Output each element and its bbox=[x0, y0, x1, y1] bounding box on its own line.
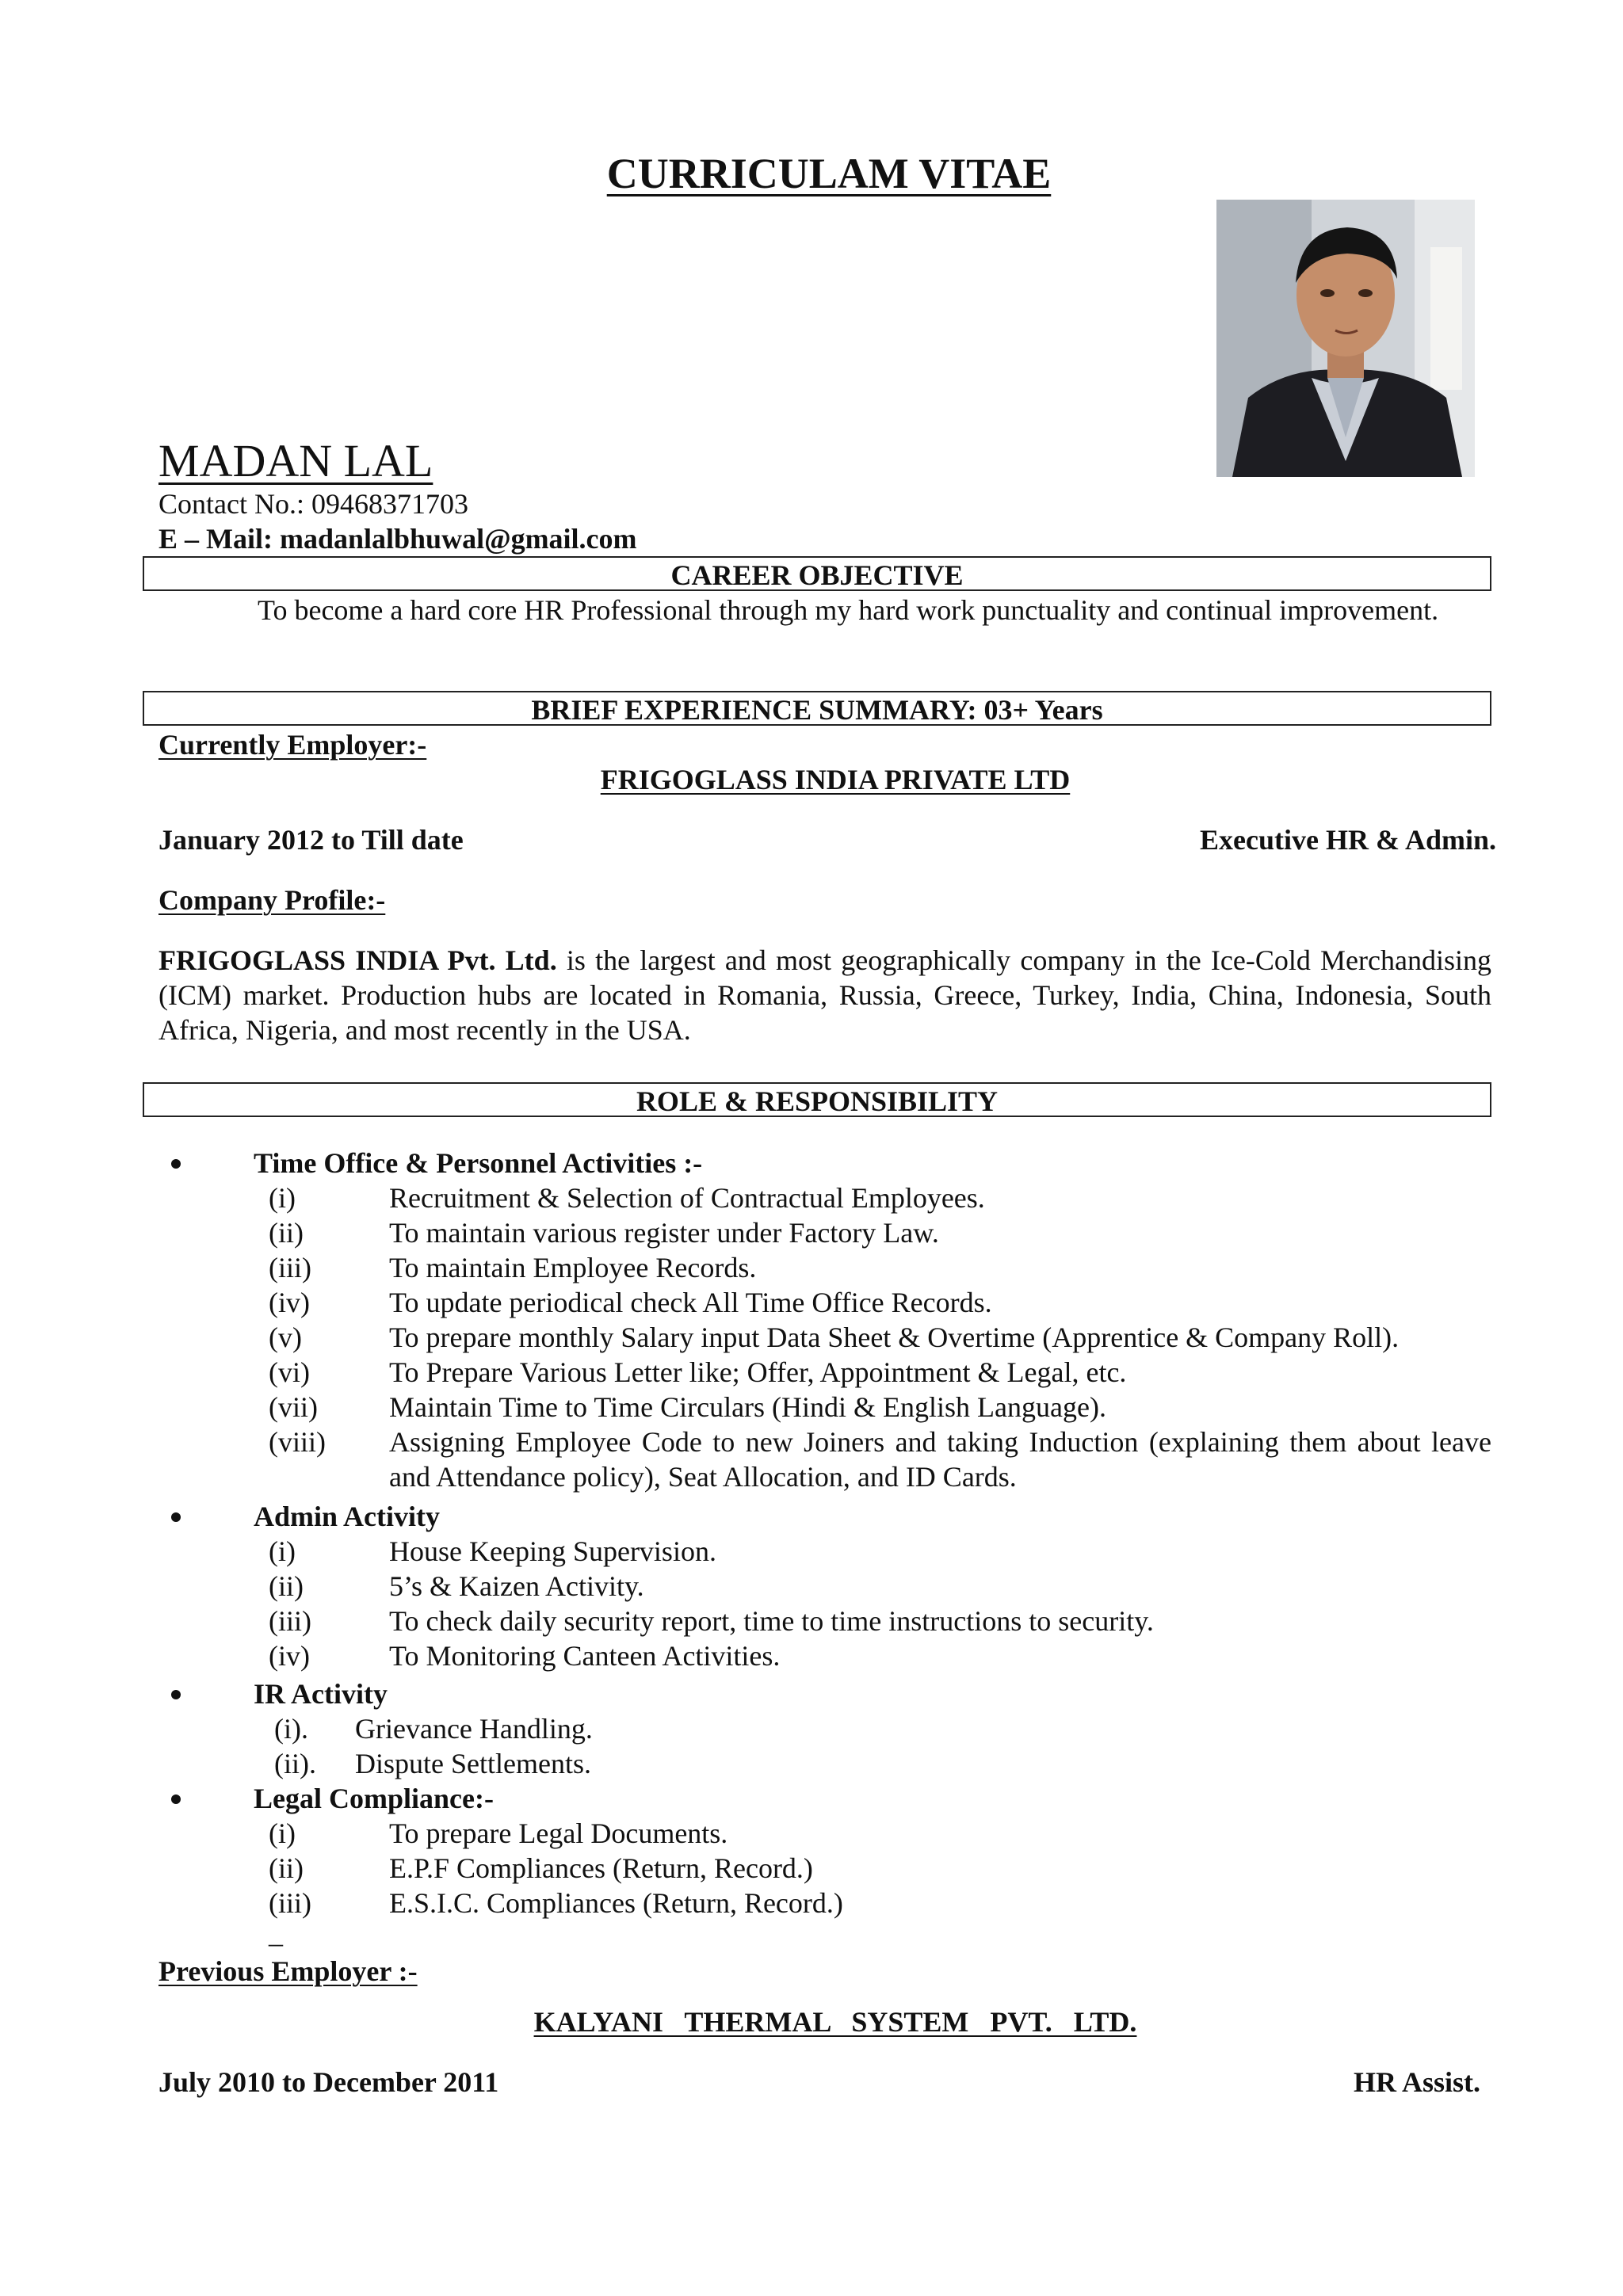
group-title-time-office: Time Office & Personnel Activities :- bbox=[254, 1147, 703, 1179]
current-role: Executive HR & Admin. bbox=[1200, 824, 1496, 856]
career-objective-heading: CAREER OBJECTIVE bbox=[143, 556, 1491, 591]
list-item: 5’s & Kaizen Activity. bbox=[389, 1570, 644, 1602]
list-item: House Keeping Supervision. bbox=[389, 1535, 716, 1567]
company-profile-text bbox=[158, 943, 1491, 1047]
item-number: (ii) bbox=[269, 1852, 304, 1884]
item-number: (ii). bbox=[274, 1748, 316, 1779]
item-number: (i). bbox=[274, 1713, 308, 1745]
list-item: Grievance Handling. bbox=[355, 1713, 593, 1745]
item-number: (iv) bbox=[269, 1640, 310, 1672]
bullet-icon bbox=[171, 1794, 181, 1804]
company-profile-description: is the largest and most geographically company in the Ice-Cold Merchandising (ICM) market. Production hubs are located in Romania, Russia, Greece, Turkey, India, China, Indonesia, South Africa, Nigeria, and most recently in the USA. bbox=[158, 944, 1491, 1046]
profile-photo-image bbox=[1216, 200, 1475, 477]
page-title: CURRICULAM VITAE bbox=[606, 150, 1052, 197]
list-item: To Monitoring Canteen Activities. bbox=[389, 1640, 781, 1672]
previous-period: July 2010 to December 2011 bbox=[158, 2066, 499, 2098]
company-profile-company: FRIGOGLASS INDIA Pvt. Ltd. bbox=[158, 944, 557, 976]
list-item: Assigning Employee Code to new Joiners and taking Induction (explaining them about leave and Attendance policy), Seat Allocation, and ID Cards. bbox=[389, 1426, 1491, 1493]
item-number: (viii) bbox=[269, 1426, 326, 1458]
list-item: E.S.I.C. Compliances (Return, Record.) bbox=[389, 1887, 843, 1919]
bullet-icon bbox=[171, 1159, 181, 1169]
item-number: (i) bbox=[269, 1535, 296, 1567]
item-number: (i) bbox=[269, 1817, 296, 1849]
list-item: Maintain Time to Time Circulars (Hindi & English Language). bbox=[389, 1391, 1106, 1423]
role-responsibility-heading: ROLE & RESPONSIBILITY bbox=[143, 1082, 1491, 1117]
contact-number: Contact No.: 09468371703 bbox=[158, 488, 468, 520]
list-item: To prepare monthly Salary input Data Sheet & Overtime (Apprentice & Company Roll). bbox=[389, 1322, 1400, 1353]
previous-employer-label: Previous Employer :- bbox=[158, 1955, 418, 1987]
group-title-legal: Legal Compliance:- bbox=[254, 1783, 494, 1814]
item-number: (ii) bbox=[269, 1217, 304, 1249]
company-profile-label: Company Profile:- bbox=[158, 884, 386, 916]
list-item: To update periodical check All Time Office Records. bbox=[389, 1287, 992, 1318]
item-number: (v) bbox=[269, 1322, 302, 1353]
list-item: To maintain various register under Factory Law. bbox=[389, 1217, 939, 1249]
list-item: Dispute Settlements. bbox=[355, 1748, 591, 1779]
bullet-icon bbox=[171, 1512, 181, 1522]
item-number: (vii) bbox=[269, 1391, 318, 1423]
item-number: (vi) bbox=[269, 1356, 310, 1388]
item-number: (iv) bbox=[269, 1287, 310, 1318]
profile-photo bbox=[1216, 200, 1475, 477]
previous-role: HR Assist. bbox=[1353, 2066, 1480, 2098]
email-address: E – Mail: madanlalbhuwal@gmail.com bbox=[158, 523, 637, 555]
list-item: Recruitment & Selection of Contractual Employees. bbox=[389, 1182, 985, 1214]
item-number: (iii) bbox=[269, 1887, 311, 1919]
item-number: (i) bbox=[269, 1182, 296, 1214]
list-item: To check daily security report, time to time instructions to security. bbox=[389, 1605, 1154, 1637]
current-period: January 2012 to Till date bbox=[158, 824, 464, 856]
bullet-icon bbox=[171, 1690, 181, 1699]
experience-summary-heading: BRIEF EXPERIENCE SUMMARY: 03+ Years bbox=[143, 691, 1491, 726]
list-item: To prepare Legal Documents. bbox=[389, 1817, 728, 1849]
list-item: To Prepare Various Letter like; Offer, Appointment & Legal, etc. bbox=[389, 1356, 1127, 1388]
group-title-ir: IR Activity bbox=[254, 1678, 388, 1710]
item-number: (iii) bbox=[269, 1605, 311, 1637]
current-employer-label: Currently Employer:- bbox=[158, 729, 427, 761]
career-objective-text: To become a hard core HR Professional through my hard work punctuality and continual improvement. bbox=[258, 594, 1439, 626]
candidate-name: MADAN LAL bbox=[158, 435, 433, 486]
group-title-admin: Admin Activity bbox=[254, 1501, 441, 1532]
list-item: To maintain Employee Records. bbox=[389, 1252, 757, 1283]
item-number: (iii) bbox=[269, 1252, 311, 1283]
previous-company-name: KALYANI THERMAL SYSTEM PVT. LTD. bbox=[533, 2006, 1137, 2038]
item-number: (ii) bbox=[269, 1570, 304, 1602]
stray-mark: _ bbox=[269, 1917, 283, 1949]
current-company-name: FRIGOGLASS INDIA PRIVATE LTD bbox=[600, 764, 1071, 795]
list-item: E.P.F Compliances (Return, Record.) bbox=[389, 1852, 813, 1884]
